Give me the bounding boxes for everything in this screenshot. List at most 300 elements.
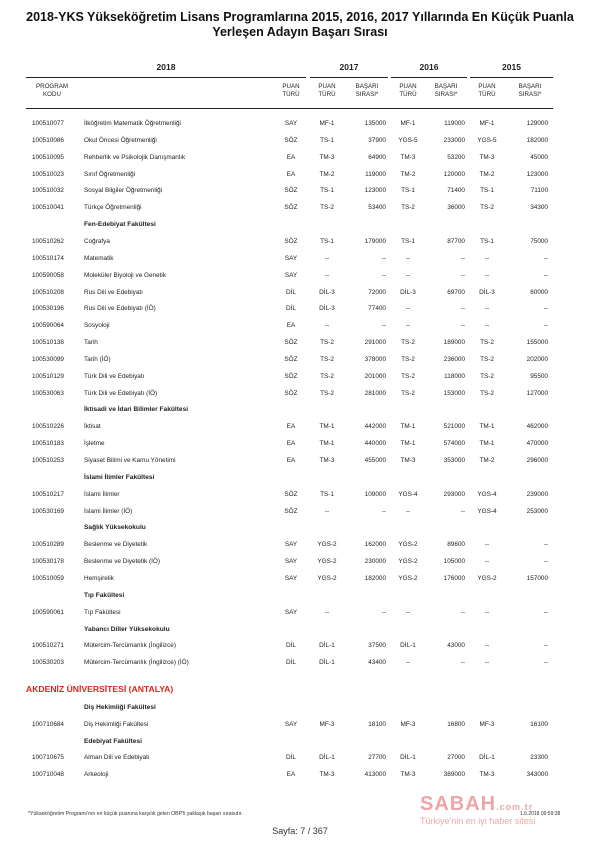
puan-turu-2016: TS-1: [401, 237, 415, 245]
col-basari-2017: BAŞARI SIRASI*: [355, 83, 379, 98]
program-name: Sosyoloji: [84, 322, 110, 330]
puan-turu-2017: DİL-1: [319, 642, 335, 650]
basari-2017: --: [381, 271, 386, 279]
puan-turu-2017: TM-1: [319, 423, 335, 431]
puan-turu-2017: --: [324, 608, 330, 616]
table-row: [0, 769, 600, 781]
program-code: 100510289: [32, 541, 64, 549]
basari-2016: --: [460, 271, 465, 279]
table-row: [0, 337, 600, 349]
puan-turu-2016: TS-2: [401, 389, 415, 397]
table-row: [0, 573, 600, 585]
basari-2016: --: [460, 608, 465, 616]
basari-2015: --: [543, 558, 548, 566]
basari-2017: 413000: [364, 771, 386, 779]
puan-turu-2015: TM-2: [479, 170, 495, 178]
puan-turu-2016: TM-2: [400, 170, 416, 178]
puan-turu-2015: YGS-5: [477, 136, 497, 144]
page-title: [0, 10, 600, 40]
table-row: [0, 657, 600, 669]
col-puan-turu-2016: PUAN TÜRÜ: [399, 83, 417, 98]
basari-2016: 189000: [443, 339, 465, 347]
faculty-heading: [0, 624, 600, 636]
puan-turu-2016: YGS-4: [398, 490, 418, 498]
basari-2015: --: [543, 659, 548, 667]
basari-2015: 71100: [530, 187, 548, 195]
puan-turu-2016: --: [405, 507, 411, 515]
table-row: [0, 118, 600, 130]
year-2016: 2016: [419, 62, 439, 72]
puan-turu-2018: SAY: [284, 608, 298, 616]
table-row: [0, 287, 600, 299]
puan-turu-2015: TM-3: [479, 153, 495, 161]
basari-2015: 75000: [530, 237, 548, 245]
program-code: 100530099: [32, 355, 64, 363]
puan-turu-2018: EA: [286, 153, 296, 161]
basari-2015: 60000: [530, 288, 548, 296]
basari-2017: 109000: [364, 490, 386, 498]
table-row: [0, 719, 600, 731]
puan-turu-2018: SÖZ: [284, 389, 298, 397]
puan-turu-2018: SÖZ: [284, 490, 298, 498]
watermark-logo: SABAH.com.tr: [420, 793, 534, 815]
program-name: Rus Dili ve Edebiyatı (İÖ): [84, 305, 156, 313]
table-row: [0, 371, 600, 383]
sabah-watermark: [420, 793, 595, 833]
puan-turu-2018: SAY: [284, 574, 298, 582]
puan-turu-2017: TM-3: [319, 457, 335, 464]
program-code: 100590061: [32, 608, 64, 616]
program-code: 100710675: [32, 754, 64, 762]
basari-2016: --: [460, 254, 465, 262]
puan-turu-2016: TM-1: [400, 423, 416, 431]
table-row: [0, 270, 600, 282]
program-name: Siyaset Bilimi ve Kamu Yönetimi: [84, 457, 176, 464]
puan-turu-2017: YGS-2: [317, 558, 337, 566]
basari-2015: --: [543, 254, 548, 262]
table-row: [0, 455, 600, 467]
program-name: Beslenme ve Diyetetik (İÖ): [84, 558, 161, 566]
puan-turu-2017: --: [324, 271, 330, 279]
puan-turu-2017: DİL-1: [319, 754, 335, 762]
puan-turu-2018: SÖZ: [284, 204, 298, 212]
table-row: [0, 236, 600, 248]
faculty-heading: [0, 522, 600, 534]
puan-turu-2018: SAY: [284, 720, 298, 728]
program-name: Tarih: [84, 339, 98, 347]
program-name: Beslenme ve Diyetetik: [84, 541, 148, 549]
faculty-heading: [0, 590, 600, 602]
puan-turu-2016: YGS-2: [398, 574, 418, 582]
basari-2016: 233000: [443, 136, 465, 144]
program-code: 100510041: [32, 204, 64, 212]
basari-2017: 378000: [364, 355, 386, 363]
basari-2016: 153000: [443, 389, 465, 397]
puan-turu-2017: --: [324, 254, 330, 262]
basari-2017: 455000: [364, 457, 386, 464]
puan-turu-2015: --: [484, 558, 490, 566]
divider: [470, 77, 553, 78]
puan-turu-2018: DİL: [286, 754, 296, 762]
puan-turu-2015: YGS-4: [477, 490, 497, 498]
table-row: [0, 152, 600, 164]
faculty-name: Fen-Edebiyat Fakültesi: [84, 221, 156, 229]
col-program-kodu: PROGRAM KODU: [36, 83, 68, 98]
title-line-1: 2018-YKS Yükseköğretim Lisans Programlarına 2015, 2016, 2017 Yıllarında En Küçük Puanla: [26, 10, 574, 24]
program-name: Mütercim-Tercümanlık (İngilizce) (İÖ): [84, 659, 189, 667]
basari-2015: 462000: [526, 423, 548, 431]
program-name: Tarih (İÖ): [84, 355, 111, 363]
puan-turu-2017: YGS-2: [317, 574, 337, 582]
basari-2016: 87700: [447, 237, 465, 245]
program-code: 100510095: [32, 153, 64, 161]
year-2018: 2018: [156, 62, 176, 72]
puan-turu-2016: TM-3: [400, 153, 416, 161]
divider: [26, 77, 306, 78]
puan-turu-2015: --: [484, 541, 490, 549]
col-basari-2016: BAŞARI SIRASI*: [434, 83, 458, 98]
basari-2017: 201000: [364, 372, 386, 380]
puan-turu-2018: SÖZ: [284, 237, 298, 245]
basari-2016: 236000: [443, 355, 465, 363]
puan-turu-2018: SÖZ: [284, 136, 298, 144]
puan-turu-2015: --: [484, 254, 490, 262]
program-code: 100510271: [32, 642, 64, 650]
header-divider: [26, 108, 553, 109]
puan-turu-2017: TS-2: [320, 339, 334, 347]
column-header: [0, 83, 600, 105]
university-heading: AKDENİZ ÜNİVERSİTESİ (ANTALYA): [26, 684, 174, 695]
puan-turu-2016: TS-2: [401, 204, 415, 212]
basari-2015: 470000: [526, 440, 548, 448]
puan-turu-2017: TS-1: [320, 237, 334, 245]
program-code: 100510217: [32, 490, 64, 498]
basari-2016: 118000: [444, 372, 465, 380]
puan-turu-2016: TM-1: [400, 440, 416, 448]
puan-turu-2015: YGS-2: [477, 574, 497, 582]
puan-turu-2017: YGS-2: [317, 541, 337, 549]
puan-turu-2015: --: [484, 271, 490, 279]
divider: [310, 77, 388, 78]
basari-2016: 574000: [443, 440, 465, 448]
basari-2015: 123000: [526, 170, 548, 178]
program-code: 100510253: [32, 457, 64, 464]
table-row: [0, 303, 600, 315]
puan-turu-2015: --: [484, 305, 490, 313]
col-puan-turu-2018: PUAN TÜRÜ: [282, 83, 300, 98]
program-code: 100510086: [32, 136, 64, 144]
puan-turu-2015: TS-1: [480, 187, 494, 195]
program-code: 100530063: [32, 389, 64, 397]
basari-2017: 64900: [368, 153, 386, 161]
puan-turu-2016: TM-3: [400, 771, 416, 779]
basari-2015: --: [543, 271, 548, 279]
basari-2015: --: [543, 608, 548, 616]
puan-turu-2017: TS-2: [320, 389, 334, 397]
faculty-name: Edebiyat Fakültesi: [84, 737, 142, 745]
puan-turu-2015: TS-2: [480, 204, 494, 212]
table-row: [0, 185, 600, 197]
basari-2017: 72000: [368, 288, 386, 296]
puan-turu-2015: TM-3: [479, 771, 495, 779]
basari-2017: 43400: [368, 659, 386, 667]
program-code: 100510262: [32, 237, 64, 245]
basari-2015: 296000: [526, 457, 548, 464]
puan-turu-2018: EA: [286, 170, 296, 178]
basari-2016: 27000: [447, 754, 465, 762]
basari-2016: 120000: [443, 170, 465, 178]
basari-2015: 202000: [526, 355, 548, 363]
basari-2016: 69700: [447, 288, 465, 296]
program-code: 100510208: [32, 288, 64, 296]
table-row: [0, 607, 600, 619]
puan-turu-2018: SAY: [284, 254, 298, 262]
table-row: [0, 438, 600, 450]
page-number: Sayfa: 7 / 367: [272, 826, 328, 836]
puan-turu-2015: TM-1: [479, 423, 495, 431]
year-header: [0, 62, 600, 76]
basari-2015: 182000: [526, 136, 548, 144]
puan-turu-2018: DİL: [286, 642, 296, 650]
basari-2017: 119000: [365, 170, 386, 178]
puan-turu-2016: --: [405, 271, 411, 279]
puan-turu-2018: DİL: [286, 305, 296, 313]
table-row: [0, 320, 600, 332]
program-code: 100510077: [32, 120, 64, 127]
table-row: [0, 354, 600, 366]
basari-2017: 77400: [368, 305, 386, 313]
basari-2015: 95500: [530, 372, 548, 380]
basari-2015: 155000: [526, 339, 548, 347]
basari-2017: --: [381, 254, 386, 262]
puan-turu-2015: MF-1: [479, 120, 495, 127]
basari-2017: 18100: [368, 720, 386, 728]
puan-turu-2017: TM-3: [319, 771, 335, 779]
basari-2015: --: [543, 642, 548, 650]
puan-turu-2017: TS-1: [320, 136, 334, 144]
puan-turu-2018: SAY: [284, 271, 298, 279]
program-name: İşletme: [84, 440, 105, 448]
puan-turu-2017: TS-2: [320, 355, 334, 363]
basari-2017: 442000: [364, 423, 386, 431]
watermark-tagline: Türkiye'nin en iyi haber sitesi: [420, 816, 536, 826]
puan-turu-2015: DİL-1: [479, 754, 495, 762]
program-name: Hemşirelik: [84, 574, 114, 582]
puan-turu-2018: EA: [286, 457, 296, 464]
puan-turu-2018: EA: [286, 440, 296, 448]
program-name: İktisat: [84, 423, 101, 431]
year-2017: 2017: [339, 62, 359, 72]
puan-turu-2016: MF-1: [400, 120, 416, 127]
puan-turu-2015: TS-2: [480, 339, 494, 347]
basari-2017: 179000: [364, 237, 386, 245]
program-name: Türk Dili ve Edebiyatı: [84, 372, 145, 380]
puan-turu-2016: YGS-5: [398, 136, 418, 144]
program-name: Türkçe Öğretmenliği: [84, 204, 142, 212]
program-name: Türk Dili ve Edebiyatı (İÖ): [84, 389, 158, 397]
puan-turu-2015: --: [484, 642, 490, 650]
puan-turu-2018: EA: [286, 771, 296, 779]
faculty-name: İslami İlimler Fakültesi: [84, 473, 155, 481]
basari-2015: 343000: [526, 771, 548, 779]
basari-2016: 53200: [447, 153, 465, 161]
puan-turu-2015: MF-3: [479, 720, 495, 728]
program-code: 100590064: [32, 322, 64, 330]
basari-2017: 37900: [368, 136, 386, 144]
program-code: 100510138: [32, 339, 64, 347]
print-date: 1.6.2018 09:59:38: [520, 811, 561, 817]
program-code: 100530178: [32, 558, 64, 566]
puan-turu-2017: MF-1: [319, 120, 335, 127]
puan-turu-2017: TS-1: [320, 490, 334, 498]
basari-2016: 71400: [447, 187, 465, 195]
program-code: 100510183: [32, 440, 64, 448]
basari-2017: 230000: [364, 558, 386, 566]
program-code: 100510174: [32, 254, 64, 262]
puan-turu-2017: TS-2: [320, 204, 334, 212]
faculty-heading: [0, 736, 600, 748]
basari-2015: 45000: [530, 153, 548, 161]
puan-turu-2018: DİL: [286, 288, 296, 296]
program-name: İlköğretim Matematik Öğretmenliği: [84, 120, 181, 127]
program-name: Okul Öncesi Öğretmenliği: [84, 136, 157, 144]
basari-2016: 176000: [443, 574, 465, 582]
basari-2015: 127000: [526, 389, 548, 397]
program-name: Sosyal Bilgiler Öğretmenliği: [84, 187, 163, 195]
puan-turu-2018: DİL: [286, 659, 296, 667]
puan-turu-2016: --: [405, 322, 411, 330]
puan-turu-2018: SAY: [284, 558, 298, 566]
basari-2016: 293000: [443, 490, 465, 498]
footnote: *Yükseköğretim Programı'nın en küçük puanına karşılık gelen OBP'li yaklaşık başarı sırasıdır.: [28, 811, 243, 817]
table-row: [0, 202, 600, 214]
title-line-2: Yerleşen Adayın Başarı Sırası: [212, 25, 388, 39]
puan-turu-2015: YGS-4: [477, 507, 497, 515]
program-code: 100530196: [32, 305, 64, 313]
basari-2016: 43000: [447, 642, 465, 650]
basari-2015: --: [543, 305, 548, 313]
basari-2016: 119000: [444, 120, 465, 127]
puan-turu-2015: --: [484, 322, 490, 330]
program-code: 100530203: [32, 659, 64, 667]
basari-2017: 123000: [364, 187, 386, 195]
table-row: [0, 539, 600, 551]
basari-2015: 16100: [530, 720, 548, 728]
puan-turu-2017: MF-3: [319, 720, 335, 728]
basari-2017: 53400: [368, 204, 386, 212]
basari-2017: 37500: [368, 642, 386, 650]
puan-turu-2016: DİL-1: [400, 642, 416, 650]
program-name: İslami İlimler (İÖ): [84, 507, 133, 515]
table-row: [0, 421, 600, 433]
basari-2015: --: [543, 322, 548, 330]
puan-turu-2016: YGS-2: [398, 541, 418, 549]
divider: [391, 77, 467, 78]
table-row: [0, 135, 600, 147]
program-name: Matematik: [84, 254, 114, 262]
puan-turu-2016: TS-2: [401, 339, 415, 347]
puan-turu-2016: --: [405, 608, 411, 616]
puan-turu-2017: DİL-1: [319, 659, 335, 667]
table-row: [0, 388, 600, 400]
puan-turu-2015: TM-1: [479, 440, 495, 448]
puan-turu-2016: TM-3: [400, 457, 416, 464]
faculty-heading: [0, 702, 600, 714]
basari-2016: 89600: [447, 541, 465, 549]
basari-2016: 389000: [443, 771, 465, 779]
program-name: Moleküler Biyoloji ve Genetik: [84, 271, 167, 279]
basari-2017: 182000: [364, 574, 386, 582]
basari-2015: 34300: [530, 204, 548, 212]
puan-turu-2018: SÖZ: [284, 339, 298, 347]
puan-turu-2016: DİL-3: [400, 288, 416, 296]
basari-2015: 239000: [526, 490, 548, 498]
basari-2017: --: [381, 507, 386, 515]
puan-turu-2015: TS-2: [480, 355, 494, 363]
faculty-heading: [0, 404, 600, 416]
basari-2017: 440000: [364, 440, 386, 448]
program-code: 100510032: [32, 187, 64, 195]
basari-2016: 105000: [443, 558, 465, 566]
basari-2016: 36000: [447, 204, 465, 212]
table-row: [0, 752, 600, 764]
basari-2016: --: [460, 322, 465, 330]
basari-2017: --: [381, 322, 386, 330]
program-code: 100590058: [32, 271, 64, 279]
table-row: [0, 253, 600, 265]
puan-turu-2017: DİL-3: [319, 288, 335, 296]
table-row: [0, 506, 600, 518]
puan-turu-2016: TS-2: [401, 355, 415, 363]
basari-2016: 353000: [443, 457, 465, 464]
puan-turu-2016: MF-3: [400, 720, 416, 728]
puan-turu-2018: SÖZ: [284, 355, 298, 363]
puan-turu-2016: TS-1: [401, 187, 415, 195]
program-name: İslami İlimler: [84, 490, 120, 498]
basari-2017: 162000: [364, 541, 386, 549]
program-name: Alman Dili ve Edebiyatı: [84, 754, 150, 762]
puan-turu-2017: --: [324, 322, 330, 330]
program-name: Rehberlik ve Psikolojik Danışmanlık: [84, 153, 186, 161]
table-row: [0, 640, 600, 652]
table-row: [0, 489, 600, 501]
puan-turu-2015: --: [484, 608, 490, 616]
puan-turu-2017: TM-3: [319, 153, 335, 161]
puan-turu-2017: TS-2: [320, 372, 334, 380]
basari-2016: --: [460, 659, 465, 667]
col-basari-2015: BAŞARI SIRASI*: [518, 83, 542, 98]
program-name: Arkeoloji: [84, 771, 109, 779]
puan-turu-2015: DİL-3: [479, 288, 495, 296]
program-code: 100510129: [32, 372, 64, 380]
faculty-name: Tıp Fakültesi: [84, 591, 125, 599]
program-code: 100510059: [32, 574, 64, 582]
puan-turu-2015: TM-2: [479, 457, 495, 464]
puan-turu-2018: SÖZ: [284, 507, 298, 515]
program-name: Tıp Fakültesi: [84, 608, 121, 616]
puan-turu-2016: --: [405, 659, 411, 667]
program-code: 100510226: [32, 423, 64, 431]
puan-turu-2017: TM-2: [319, 170, 335, 178]
basari-2017: --: [381, 608, 386, 616]
program-code: 100530169: [32, 507, 64, 515]
program-name: Coğrafya: [84, 237, 110, 245]
basari-2016: --: [460, 507, 465, 515]
basari-2016: 521000: [443, 423, 465, 431]
puan-turu-2015: TS-2: [480, 389, 494, 397]
program-name: Rus Dili ve Edebiyatı: [84, 288, 143, 296]
basari-2016: --: [460, 305, 465, 313]
